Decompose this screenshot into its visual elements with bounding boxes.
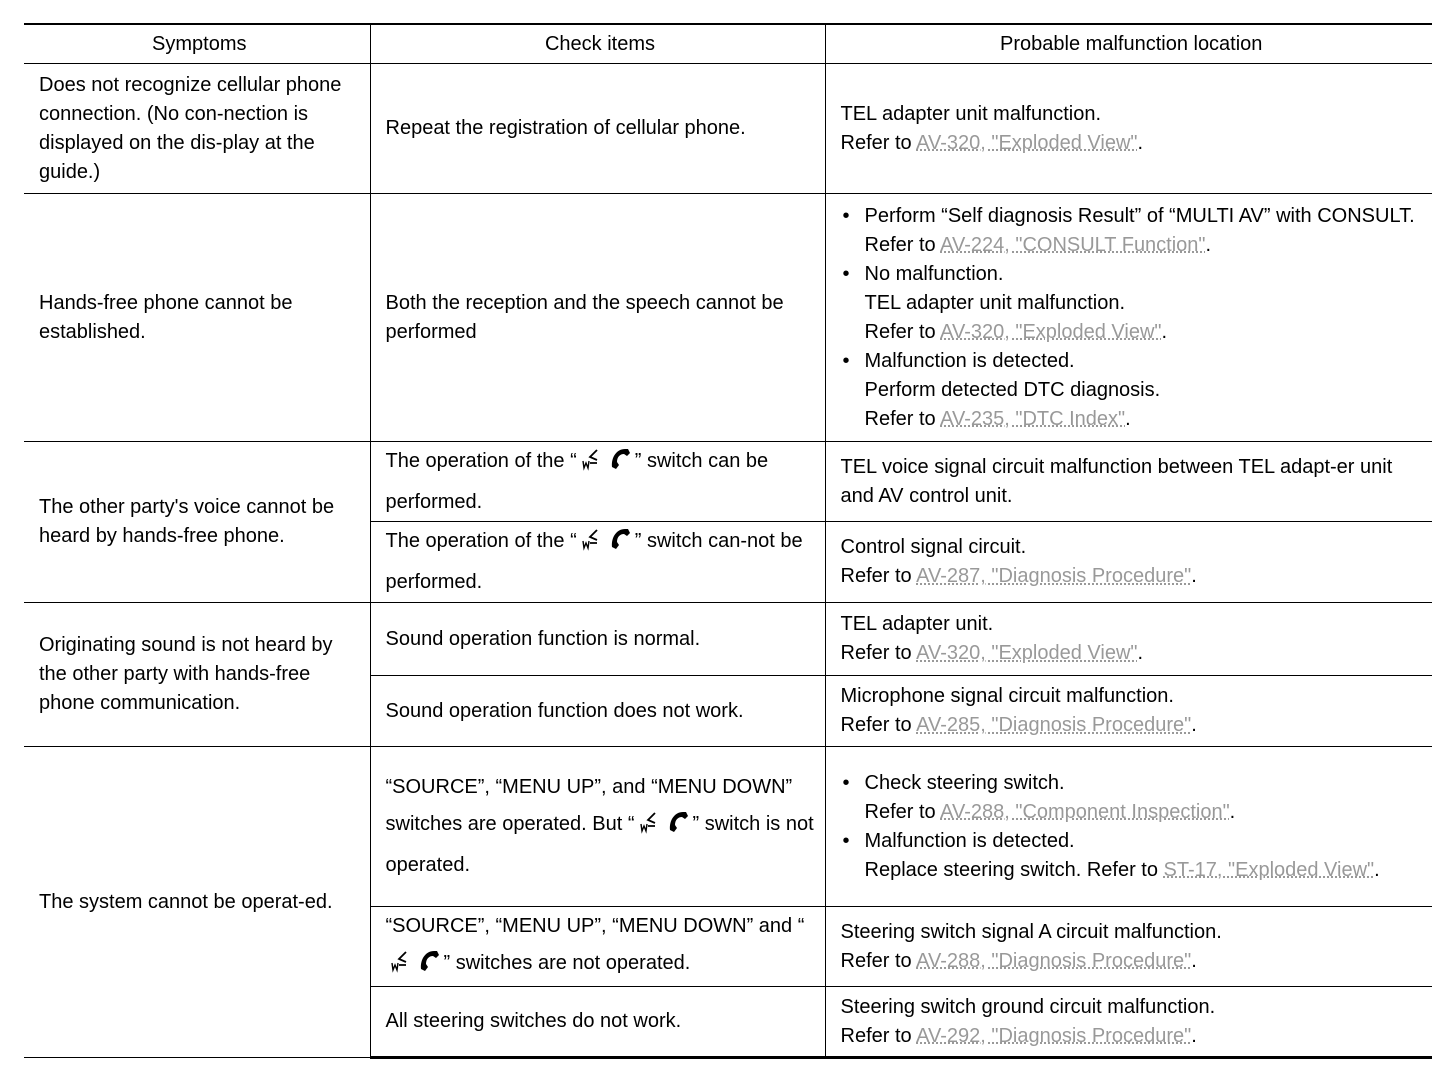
text: . xyxy=(1205,233,1212,256)
line xyxy=(865,405,1423,434)
troubleshooting-table xyxy=(24,23,1432,1059)
line xyxy=(865,260,1423,289)
bullet-list xyxy=(841,202,1423,434)
bullet-item xyxy=(841,347,1423,434)
text: Refer to xyxy=(840,642,917,664)
bullet-item xyxy=(841,260,1423,347)
text: ” switches are not operated. xyxy=(443,951,691,974)
reference-link[interactable]: AV-235, "DTC Index" xyxy=(940,407,1126,430)
reference-link[interactable]: AV-287, "Diagnosis Procedure" xyxy=(916,565,1192,587)
text: Steering switch signal A circuit malfunction. xyxy=(840,920,1222,943)
text: TEL adapter unit malfunction. xyxy=(840,102,1102,125)
text: “SOURCE”, “MENU UP”, “MENU DOWN” and “ xyxy=(385,914,805,937)
reference-link[interactable]: AV-224, "CONSULT Function" xyxy=(940,233,1206,256)
table-row xyxy=(24,747,1432,907)
malfunction-location-cell xyxy=(825,907,1432,987)
text: . xyxy=(1191,1024,1197,1047)
line xyxy=(841,100,1423,129)
text: TEL voice signal circuit malfunction between TEL adapt-er unit and AV control unit. xyxy=(840,455,1393,507)
reference-link[interactable]: AV-292, "Diagnosis Procedure" xyxy=(916,1024,1192,1047)
line xyxy=(841,682,1423,711)
line xyxy=(865,376,1423,405)
text: . xyxy=(1161,320,1168,343)
reference-link[interactable]: AV-320, "Exploded View" xyxy=(940,320,1162,343)
check-item-cell xyxy=(370,987,825,1058)
text: Refer to xyxy=(864,800,941,823)
text: Refer to xyxy=(864,407,941,430)
table-row xyxy=(24,603,1432,676)
header-malfunction-location: Probable malfunction location xyxy=(825,24,1432,64)
check-item-cell xyxy=(370,747,825,907)
line xyxy=(841,639,1423,668)
text: Sound operation function is normal. xyxy=(385,627,701,650)
text: Perform “Self diagnosis Result” of “MULTI AV” with CONSULT. Refer to xyxy=(864,204,1415,256)
reference-link[interactable]: AV-285, "Diagnosis Procedure" xyxy=(916,714,1192,736)
line xyxy=(865,318,1423,347)
check-item-cell xyxy=(370,907,825,987)
text: ” switch can be performed. xyxy=(385,449,769,513)
text: Refer to xyxy=(840,949,917,972)
text: Refer to xyxy=(840,565,917,587)
text: Control signal circuit. xyxy=(840,536,1027,558)
malfunction-location-cell xyxy=(825,987,1432,1058)
line xyxy=(841,129,1423,158)
line xyxy=(841,1022,1423,1051)
reference-link[interactable]: AV-288, "Diagnosis Procedure" xyxy=(916,949,1192,972)
malfunction-location-cell xyxy=(825,603,1432,676)
voice-phone-switch-icon xyxy=(577,447,635,484)
text: Microphone signal circuit malfunction. xyxy=(840,685,1174,707)
text: . xyxy=(1191,714,1197,736)
check-item-cell xyxy=(370,194,825,442)
text: Repeat the registration of cellular phone. xyxy=(385,117,746,139)
text: The operation of the “ xyxy=(385,449,577,472)
voice-phone-switch-icon xyxy=(577,527,635,564)
text: Both the reception and the speech cannot be performed xyxy=(385,291,784,343)
line xyxy=(865,856,1423,885)
text: . xyxy=(1137,131,1144,154)
text: Replace steering switch. Refer to xyxy=(864,858,1164,881)
check-item-cell xyxy=(370,64,825,194)
text: Refer to xyxy=(840,131,917,154)
malfunction-location-cell xyxy=(825,522,1432,603)
symptom-cell: The other party's voice cannot be heard by hands-free phone. xyxy=(24,442,370,603)
text: All steering switches do not work. xyxy=(385,1010,682,1032)
text: TEL adapter unit malfunction. xyxy=(864,291,1126,314)
check-item-cell xyxy=(370,522,825,603)
text: . xyxy=(1229,800,1236,823)
voice-phone-switch-icon xyxy=(386,949,444,986)
text: Malfunction is detected. xyxy=(864,349,1075,372)
line xyxy=(865,769,1423,798)
line xyxy=(841,562,1423,591)
bullet-item xyxy=(841,769,1423,827)
malfunction-location-cell xyxy=(825,64,1432,194)
malfunction-location-cell xyxy=(825,676,1432,747)
text: Refer to xyxy=(840,1024,917,1047)
text: . xyxy=(1374,858,1380,881)
check-item-cell xyxy=(370,676,825,747)
header-row xyxy=(24,24,1432,64)
reference-link[interactable]: ST-17, "Exploded View" xyxy=(1163,858,1375,881)
text: . xyxy=(1125,407,1131,430)
text: . xyxy=(1191,565,1197,587)
table-row xyxy=(24,194,1432,442)
line xyxy=(865,827,1423,856)
text: Steering switch ground circuit malfunction. xyxy=(840,995,1216,1018)
symptom-cell: Originating sound is not heard by the other party with hands-free phone communication. xyxy=(24,603,370,747)
symptom-cell: Does not recognize cellular phone connection. (No con-nection is displayed on the dis-play at the guide.) xyxy=(24,64,370,194)
text: Sound operation function does not work. xyxy=(385,699,744,722)
bullet-list xyxy=(841,769,1423,885)
text: “SOURCE”, “MENU UP”, and “MENU DOWN” switches are operated. But “ xyxy=(385,776,793,835)
text: Malfunction is detected. xyxy=(864,829,1075,852)
line xyxy=(865,347,1423,376)
header-symptoms: Symptoms xyxy=(24,24,370,64)
voice-phone-switch-icon xyxy=(635,810,693,847)
text: Check steering switch. xyxy=(864,771,1065,794)
reference-link[interactable]: AV-320, "Exploded View" xyxy=(916,642,1138,664)
line xyxy=(841,947,1423,976)
text: . xyxy=(1137,642,1144,664)
line xyxy=(841,453,1423,511)
text: ” switch is not operated. xyxy=(385,813,814,876)
text: The operation of the “ xyxy=(385,530,577,552)
line xyxy=(865,289,1423,318)
table-row xyxy=(24,64,1432,194)
check-item-cell xyxy=(370,442,825,522)
line xyxy=(841,918,1423,947)
text: TEL adapter unit. xyxy=(840,613,994,635)
symptom-cell: Hands-free phone cannot be established. xyxy=(24,194,370,442)
text: No malfunction. xyxy=(864,262,1004,285)
text: Refer to xyxy=(840,714,917,736)
line xyxy=(841,533,1423,562)
malfunction-location-cell xyxy=(825,194,1432,442)
line xyxy=(841,610,1423,639)
reference-link[interactable]: AV-288, "Component Inspection" xyxy=(940,800,1230,823)
reference-link[interactable]: AV-320, "Exploded View" xyxy=(916,131,1138,154)
text: ” switch can-not be performed. xyxy=(385,530,803,593)
line xyxy=(865,798,1423,827)
malfunction-location-cell xyxy=(825,747,1432,907)
line xyxy=(841,711,1423,740)
line xyxy=(865,202,1423,260)
bullet-item xyxy=(841,202,1423,260)
line xyxy=(841,993,1423,1022)
bullet-item xyxy=(841,827,1423,885)
check-item-cell xyxy=(370,603,825,676)
text: Perform detected DTC diagnosis. xyxy=(864,378,1161,401)
table-row xyxy=(24,442,1432,522)
symptom-cell: The system cannot be operat-ed. xyxy=(24,747,370,1058)
header-check-items: Check items xyxy=(370,24,825,64)
malfunction-location-cell xyxy=(825,442,1432,522)
text: Refer to xyxy=(864,320,941,343)
text: . xyxy=(1191,949,1197,972)
